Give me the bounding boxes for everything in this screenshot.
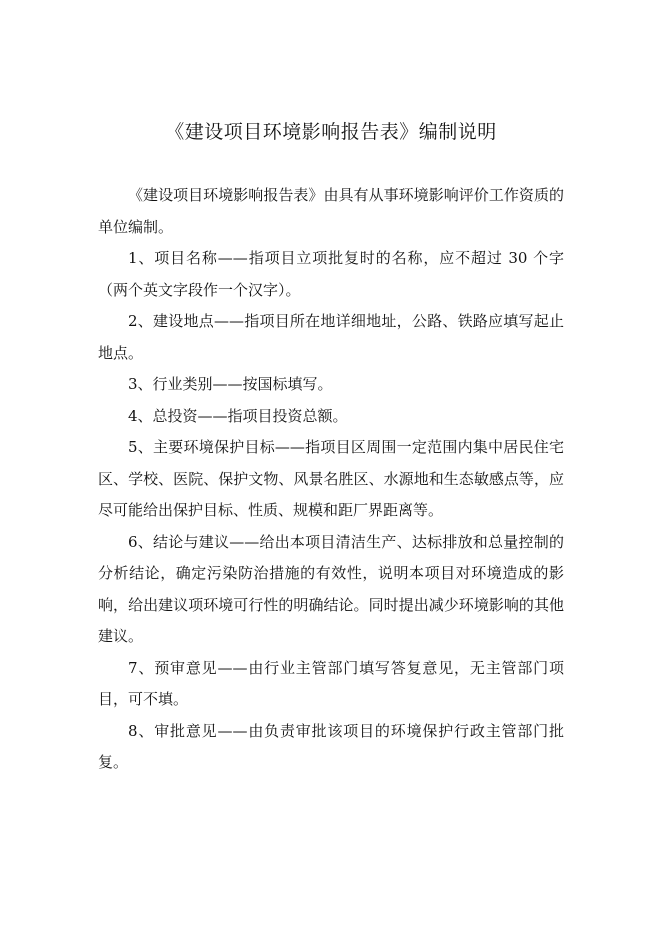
item-protection-targets: 5、主要环境保护目标——指项目区周围一定范围内集中居民住宅区、学校、医院、保护文物、风景名胜区、水源地和生态敏感点等，应尽可能给出保护目标、性质、规模和距厂界距离等。 [98,438,564,519]
intro-paragraph: 《建设项目环境影响报告表》由具有从事环境影响评价工作资质的单位编制。 [98,186,564,236]
item-project-name: 1、项目名称——指项目立项批复时的名称，应不超过 30 个字（两个英文字段作一个汉字）。 [98,249,564,299]
item-industry-category: 3、行业类别——按国标填写。 [128,375,333,393]
item-total-investment: 4、总投资——指项目投资总额。 [128,406,348,425]
item-conclusions: 6、结论与建议——给出本项目清洁生产、达标排放和总量控制的分析结论，确定污染防治措施的有效性，说明本项目对环境造成的影响，给出建议项环境可行性的明确结论。同时提出减少环境影响的其他建议。 [98,532,564,645]
document-body [98,180,564,779]
item-pre-review-opinion: 7、预审意见——由行业主管部门填写答复意见，无主管部门项目，可不填。 [98,658,564,708]
document-title: 《建设项目环境影响报告表》编制说明 [165,121,497,143]
item-construction-site: 2、建设地点——指项目所在地详细地址，公路、铁路应填写起止地点。 [98,312,564,362]
item-approval-opinion: 8、审批意见——由负责审批该项目的环境保护行政主管部门批复。 [98,721,564,771]
